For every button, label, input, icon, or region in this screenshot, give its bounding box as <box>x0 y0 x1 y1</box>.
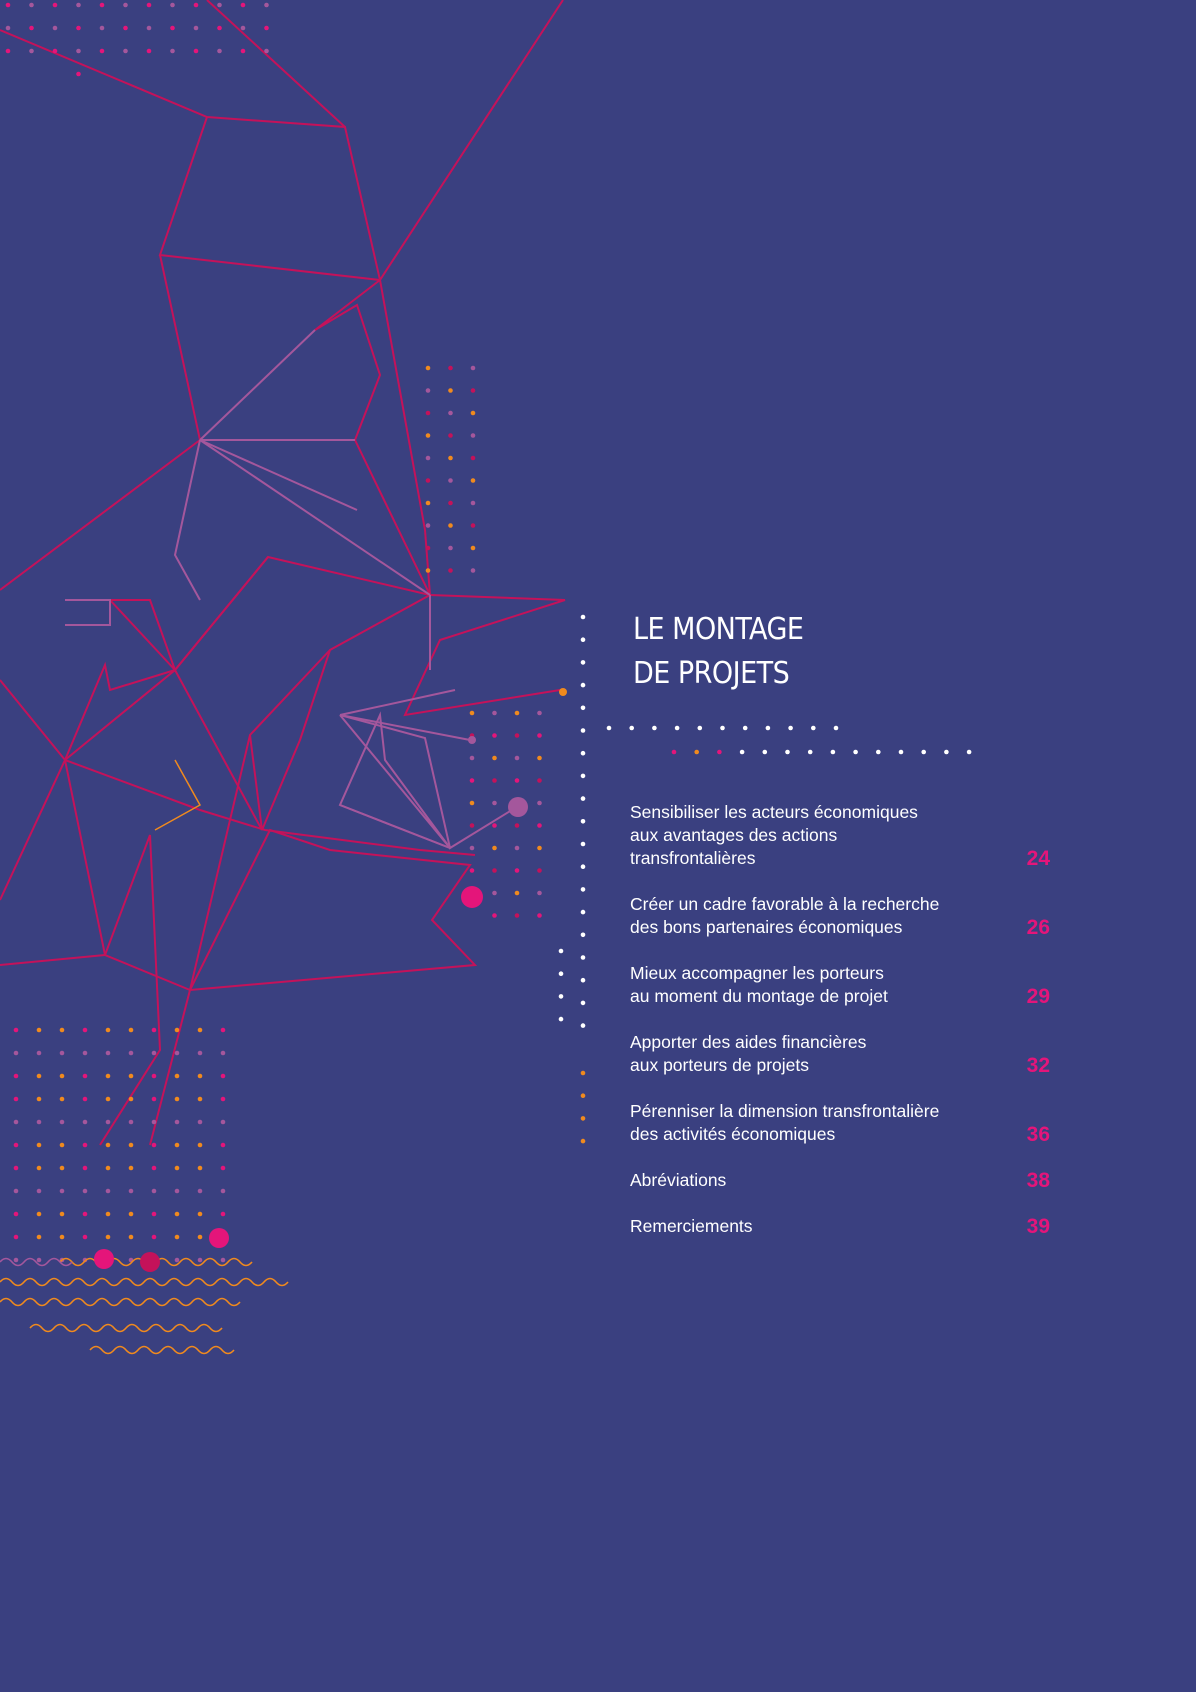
toc-page-number: 24 <box>1026 847 1050 870</box>
grid-dot <box>60 1097 65 1102</box>
grid-dot <box>221 1097 226 1102</box>
toc-page-number: 39 <box>1026 1215 1050 1238</box>
grid-dot <box>175 1212 180 1217</box>
grid-dot <box>175 1258 180 1263</box>
divider-dot <box>581 1071 586 1076</box>
grid-dot <box>29 26 34 31</box>
divider-dot <box>581 819 586 824</box>
grid-dot <box>100 26 105 31</box>
grid-dot <box>515 913 520 918</box>
grid-dot <box>426 546 431 551</box>
grid-dot <box>221 1051 226 1056</box>
divider-dot <box>581 864 586 869</box>
grid-dot <box>264 3 269 8</box>
toc-entry-text: Pérenniser la dimension transfrontalière <box>630 1101 940 1121</box>
grid-dot <box>76 3 81 8</box>
grid-dot <box>470 801 475 806</box>
grid-dot <box>194 26 199 31</box>
grid-dot <box>515 868 520 873</box>
wave-line <box>0 1299 240 1306</box>
grid-dot <box>175 1166 180 1171</box>
toc-entry[interactable] <box>630 1100 1050 1146</box>
grid-dot <box>492 756 497 761</box>
grid-dot <box>448 568 453 573</box>
grid-dot <box>14 1120 19 1125</box>
grid-dot <box>537 913 542 918</box>
divider-dot <box>763 750 768 755</box>
table-of-contents <box>630 801 1050 1261</box>
grid-dot <box>129 1028 134 1033</box>
grid-dot <box>194 49 199 54</box>
grid-dot <box>37 1120 42 1125</box>
grid-dot <box>83 1028 88 1033</box>
divider-dot <box>740 750 745 755</box>
grid-dot <box>106 1166 111 1171</box>
toc-page-number: 26 <box>1026 916 1050 939</box>
toc-entry-text: des activités économiques <box>630 1124 836 1144</box>
grid-dot <box>470 756 475 761</box>
grid-dot <box>152 1028 157 1033</box>
grid-dot <box>76 26 81 31</box>
grid-dot <box>53 49 58 54</box>
grid-dot <box>515 711 520 716</box>
grid-dot <box>14 1051 19 1056</box>
grid-dot <box>470 846 475 851</box>
grid-dot <box>198 1051 203 1056</box>
toc-entry-text: aux avantages des actions <box>630 825 838 845</box>
grid-dot <box>492 913 497 918</box>
grid-dot <box>76 49 81 54</box>
toc-entry-text: aux porteurs de projets <box>630 1055 809 1075</box>
grid-dot <box>14 1143 19 1148</box>
grid-dot <box>6 3 11 8</box>
grid-dot <box>537 756 542 761</box>
grid-dot <box>470 823 475 828</box>
wave-line <box>0 1279 288 1286</box>
divider-dot <box>581 1093 586 1098</box>
toc-entry-text: Mieux accompagner les porteurs <box>630 963 884 983</box>
grid-dot <box>492 891 497 896</box>
grid-dot <box>60 1120 65 1125</box>
grid-dot <box>37 1212 42 1217</box>
divider-dot <box>581 1139 586 1144</box>
divider-dot <box>720 726 725 731</box>
divider-dot <box>834 726 839 731</box>
divider-dot <box>717 750 722 755</box>
grid-dot <box>448 366 453 371</box>
grid-dot <box>106 1074 111 1079</box>
grid-dot <box>471 411 476 416</box>
grid-dot <box>515 891 520 896</box>
toc-entry[interactable] <box>630 893 1050 939</box>
grid-dot <box>198 1235 203 1240</box>
grid-dot <box>14 1212 19 1217</box>
toc-entry-text: Abréviations <box>630 1170 727 1190</box>
grid-dot <box>37 1143 42 1148</box>
grid-dot <box>426 411 431 416</box>
toc-entry-text: Sensibiliser les acteurs économiques <box>630 802 918 822</box>
grid-dot <box>106 1212 111 1217</box>
grid-dot <box>106 1235 111 1240</box>
grid-dot <box>471 456 476 461</box>
grid-dot <box>60 1235 65 1240</box>
grid-dot <box>217 3 222 8</box>
grid-dot <box>470 778 475 783</box>
divider-dot <box>808 750 813 755</box>
divider-dot <box>811 726 816 731</box>
grid-dot <box>129 1235 134 1240</box>
grid-dot <box>470 868 475 873</box>
toc-entry-text: au moment du montage de projet <box>630 986 888 1006</box>
divider-dot <box>788 726 793 731</box>
toc-page-number: 36 <box>1026 1123 1050 1146</box>
grid-dot <box>221 1028 226 1033</box>
divider-dot <box>581 1023 586 1028</box>
divider-dot <box>581 978 586 983</box>
divider-dot <box>698 726 703 731</box>
grid-dot <box>471 523 476 528</box>
grid-dot <box>100 3 105 8</box>
grid-dot <box>448 501 453 506</box>
grid-dot <box>147 49 152 54</box>
toc-page-number: 38 <box>1026 1169 1050 1192</box>
divider-dot <box>876 750 881 755</box>
grid-dot <box>426 456 431 461</box>
grid-dot <box>448 433 453 438</box>
grid-dot <box>492 778 497 783</box>
grid-dot <box>83 1051 88 1056</box>
grid-dot <box>492 711 497 716</box>
grid-dot <box>471 366 476 371</box>
grid-dot <box>515 778 520 783</box>
grid-dot <box>129 1120 134 1125</box>
grid-dot <box>221 1120 226 1125</box>
divider-dot <box>629 726 634 731</box>
divider-dot <box>581 842 586 847</box>
grid-dot <box>198 1097 203 1102</box>
divider-dot <box>581 955 586 960</box>
grid-dot <box>492 868 497 873</box>
grid-dot <box>448 456 453 461</box>
grid-dot <box>515 823 520 828</box>
toc-entry-text: Remerciements <box>630 1216 753 1236</box>
grid-dot <box>14 1189 19 1194</box>
section-title-line-2: DE PROJETS <box>633 656 790 691</box>
grid-dot <box>537 846 542 851</box>
grid-dot <box>37 1074 42 1079</box>
grid-dot <box>470 711 475 716</box>
divider-dot <box>944 750 949 755</box>
grid-dot <box>492 823 497 828</box>
grid-dot <box>147 26 152 31</box>
grid-dot <box>106 1051 111 1056</box>
grid-dot <box>221 1189 226 1194</box>
grid-dot <box>123 49 128 54</box>
network-lines-violet <box>65 330 520 848</box>
grid-dot <box>100 49 105 54</box>
grid-dot <box>426 568 431 573</box>
section-title <box>633 608 803 696</box>
grid-dot <box>37 1028 42 1033</box>
grid-dot <box>217 49 222 54</box>
divider-dot <box>581 637 586 642</box>
grid-dot <box>492 846 497 851</box>
grid-dot <box>152 1074 157 1079</box>
grid-dot <box>426 366 431 371</box>
grid-dot <box>83 1189 88 1194</box>
grid-dot <box>152 1189 157 1194</box>
grid-dot <box>194 3 199 8</box>
grid-dot <box>129 1166 134 1171</box>
grid-dot <box>175 1097 180 1102</box>
divider-dot <box>559 1017 564 1022</box>
grid-dot <box>37 1097 42 1102</box>
divider-dot <box>581 933 586 938</box>
divider-dot <box>581 683 586 688</box>
grid-dot <box>152 1235 157 1240</box>
grid-dot <box>198 1166 203 1171</box>
divider-dot <box>581 1116 586 1121</box>
grid-dot <box>76 72 81 77</box>
grid-dot <box>106 1189 111 1194</box>
divider-dot <box>694 750 699 755</box>
grid-dot <box>426 501 431 506</box>
grid-dot <box>515 846 520 851</box>
divider-dot <box>581 910 586 915</box>
grid-dot <box>60 1074 65 1079</box>
grid-dot <box>106 1028 111 1033</box>
divider-dot <box>853 750 858 755</box>
toc-entry[interactable] <box>630 1169 1050 1192</box>
section-title-line-1: LE MONTAGE <box>633 612 804 647</box>
grid-dot <box>471 388 476 393</box>
toc-entry-text: Créer un cadre favorable à la recherche <box>630 894 940 914</box>
grid-dot <box>6 26 11 31</box>
grid-dot <box>14 1235 19 1240</box>
grid-dot <box>60 1189 65 1194</box>
grid-dot <box>448 546 453 551</box>
grid-dot <box>14 1097 19 1102</box>
divider-dot <box>766 726 771 731</box>
grid-dot <box>448 388 453 393</box>
grid-dot <box>426 478 431 483</box>
grid-dot <box>14 1074 19 1079</box>
grid-dot <box>492 801 497 806</box>
grid-dot <box>170 3 175 8</box>
grid-dot <box>106 1143 111 1148</box>
wave-line <box>30 1325 222 1332</box>
grid-dot <box>515 756 520 761</box>
grid-dot <box>83 1143 88 1148</box>
grid-dot <box>537 891 542 896</box>
grid-dot <box>537 778 542 783</box>
toc-entry-text: transfrontalières <box>630 848 756 868</box>
grid-dot <box>471 501 476 506</box>
divider-dot <box>607 726 612 731</box>
grid-dot <box>129 1051 134 1056</box>
grid-dot <box>175 1120 180 1125</box>
toc-entry-text: des bons partenaires économiques <box>630 917 903 937</box>
grid-dot <box>170 26 175 31</box>
divider-dot <box>652 726 657 731</box>
grid-dot <box>175 1235 180 1240</box>
divider-dot <box>559 971 564 976</box>
divider-dot <box>581 1001 586 1006</box>
toc-page-number: 32 <box>1026 1054 1050 1077</box>
grid-dot <box>198 1258 203 1263</box>
grid-dot <box>537 868 542 873</box>
grid-dot <box>37 1189 42 1194</box>
grid-dot <box>152 1051 157 1056</box>
grid-dot <box>537 711 542 716</box>
grid-dot <box>221 1166 226 1171</box>
grid-dot <box>147 3 152 8</box>
divider-dot <box>581 706 586 711</box>
grid-dot <box>448 478 453 483</box>
grid-dot <box>198 1212 203 1217</box>
grid-dot <box>471 568 476 573</box>
grid-dot <box>152 1212 157 1217</box>
grid-dot <box>152 1166 157 1171</box>
toc-page-number: 29 <box>1026 985 1050 1008</box>
grid-dot <box>106 1120 111 1125</box>
wave-line <box>90 1347 234 1354</box>
toc-entry[interactable] <box>630 1215 1050 1238</box>
grid-dot <box>221 1074 226 1079</box>
grid-dot <box>60 1143 65 1148</box>
grid-dot <box>60 1051 65 1056</box>
grid-dot <box>129 1143 134 1148</box>
divider-dot <box>581 615 586 620</box>
grid-dot <box>471 546 476 551</box>
grid-dot <box>152 1097 157 1102</box>
grid-dot <box>264 26 269 31</box>
divider-dot <box>675 726 680 731</box>
divider-dot <box>581 751 586 756</box>
grid-dot <box>426 388 431 393</box>
grid-dot <box>37 1235 42 1240</box>
grid-dot <box>241 26 246 31</box>
divider-dot <box>785 750 790 755</box>
divider-dot <box>559 994 564 999</box>
grid-dot <box>37 1166 42 1171</box>
toc-entry-text: Apporter des aides financières <box>630 1032 867 1052</box>
grid-dot <box>29 49 34 54</box>
grid-dot <box>170 49 175 54</box>
grid-dot <box>129 1097 134 1102</box>
grid-dot <box>264 49 269 54</box>
grid-dot <box>14 1028 19 1033</box>
grid-dot <box>537 801 542 806</box>
grid-dot <box>448 523 453 528</box>
grid-dot <box>60 1166 65 1171</box>
grid-dot <box>83 1097 88 1102</box>
grid-dot <box>129 1212 134 1217</box>
divider-dot <box>581 887 586 892</box>
grid-dot <box>37 1258 42 1263</box>
grid-dot <box>198 1028 203 1033</box>
grid-dot <box>14 1258 19 1263</box>
divider-dot <box>743 726 748 731</box>
grid-dot <box>106 1097 111 1102</box>
grid-dot <box>175 1143 180 1148</box>
grid-dot <box>83 1212 88 1217</box>
network-lines-red <box>0 0 565 1145</box>
divider-dot <box>899 750 904 755</box>
grid-dot <box>175 1051 180 1056</box>
grid-dot <box>29 3 34 8</box>
grid-dot <box>515 733 520 738</box>
grid-dot <box>221 1143 226 1148</box>
grid-dot <box>37 1051 42 1056</box>
grid-dot <box>537 733 542 738</box>
grid-dot <box>129 1074 134 1079</box>
divider-dot <box>581 796 586 801</box>
wave-lines <box>0 1259 288 1354</box>
divider-dot <box>581 660 586 665</box>
grid-dot <box>53 3 58 8</box>
grid-dot <box>53 26 58 31</box>
grid-dot <box>198 1074 203 1079</box>
grid-dot <box>537 823 542 828</box>
divider-dot <box>831 750 836 755</box>
grid-dot <box>129 1189 134 1194</box>
grid-dot <box>221 1212 226 1217</box>
grid-dot <box>152 1120 157 1125</box>
grid-dot <box>60 1028 65 1033</box>
grid-dot <box>241 49 246 54</box>
grid-dot <box>426 433 431 438</box>
grid-dot <box>471 433 476 438</box>
grid-dot <box>448 411 453 416</box>
grid-dot <box>123 3 128 8</box>
grid-dot <box>221 1258 226 1263</box>
divider-dot <box>581 728 586 733</box>
grid-dot <box>198 1120 203 1125</box>
grid-dot <box>198 1143 203 1148</box>
grid-dot <box>217 26 222 31</box>
grid-dot <box>83 1235 88 1240</box>
grid-dot <box>198 1189 203 1194</box>
divider-dot <box>672 750 677 755</box>
grid-dot <box>14 1166 19 1171</box>
grid-dot <box>83 1166 88 1171</box>
grid-dot <box>241 3 246 8</box>
grid-dot <box>492 733 497 738</box>
grid-dot <box>175 1189 180 1194</box>
divider-dot <box>559 949 564 954</box>
grid-dot <box>83 1120 88 1125</box>
grid-dot <box>426 523 431 528</box>
grid-dot <box>60 1212 65 1217</box>
toc-entry[interactable] <box>630 1031 1050 1077</box>
toc-entry[interactable] <box>630 962 1050 1008</box>
toc-entry[interactable] <box>630 801 1050 870</box>
grid-dot <box>123 26 128 31</box>
grid-dot <box>152 1143 157 1148</box>
grid-dot <box>175 1074 180 1079</box>
grid-dot <box>6 49 11 54</box>
grid-dot <box>83 1074 88 1079</box>
grid-dot <box>175 1028 180 1033</box>
grid-dot <box>471 478 476 483</box>
divider-dot <box>967 750 972 755</box>
divider-dot <box>921 750 926 755</box>
divider-dot <box>581 774 586 779</box>
